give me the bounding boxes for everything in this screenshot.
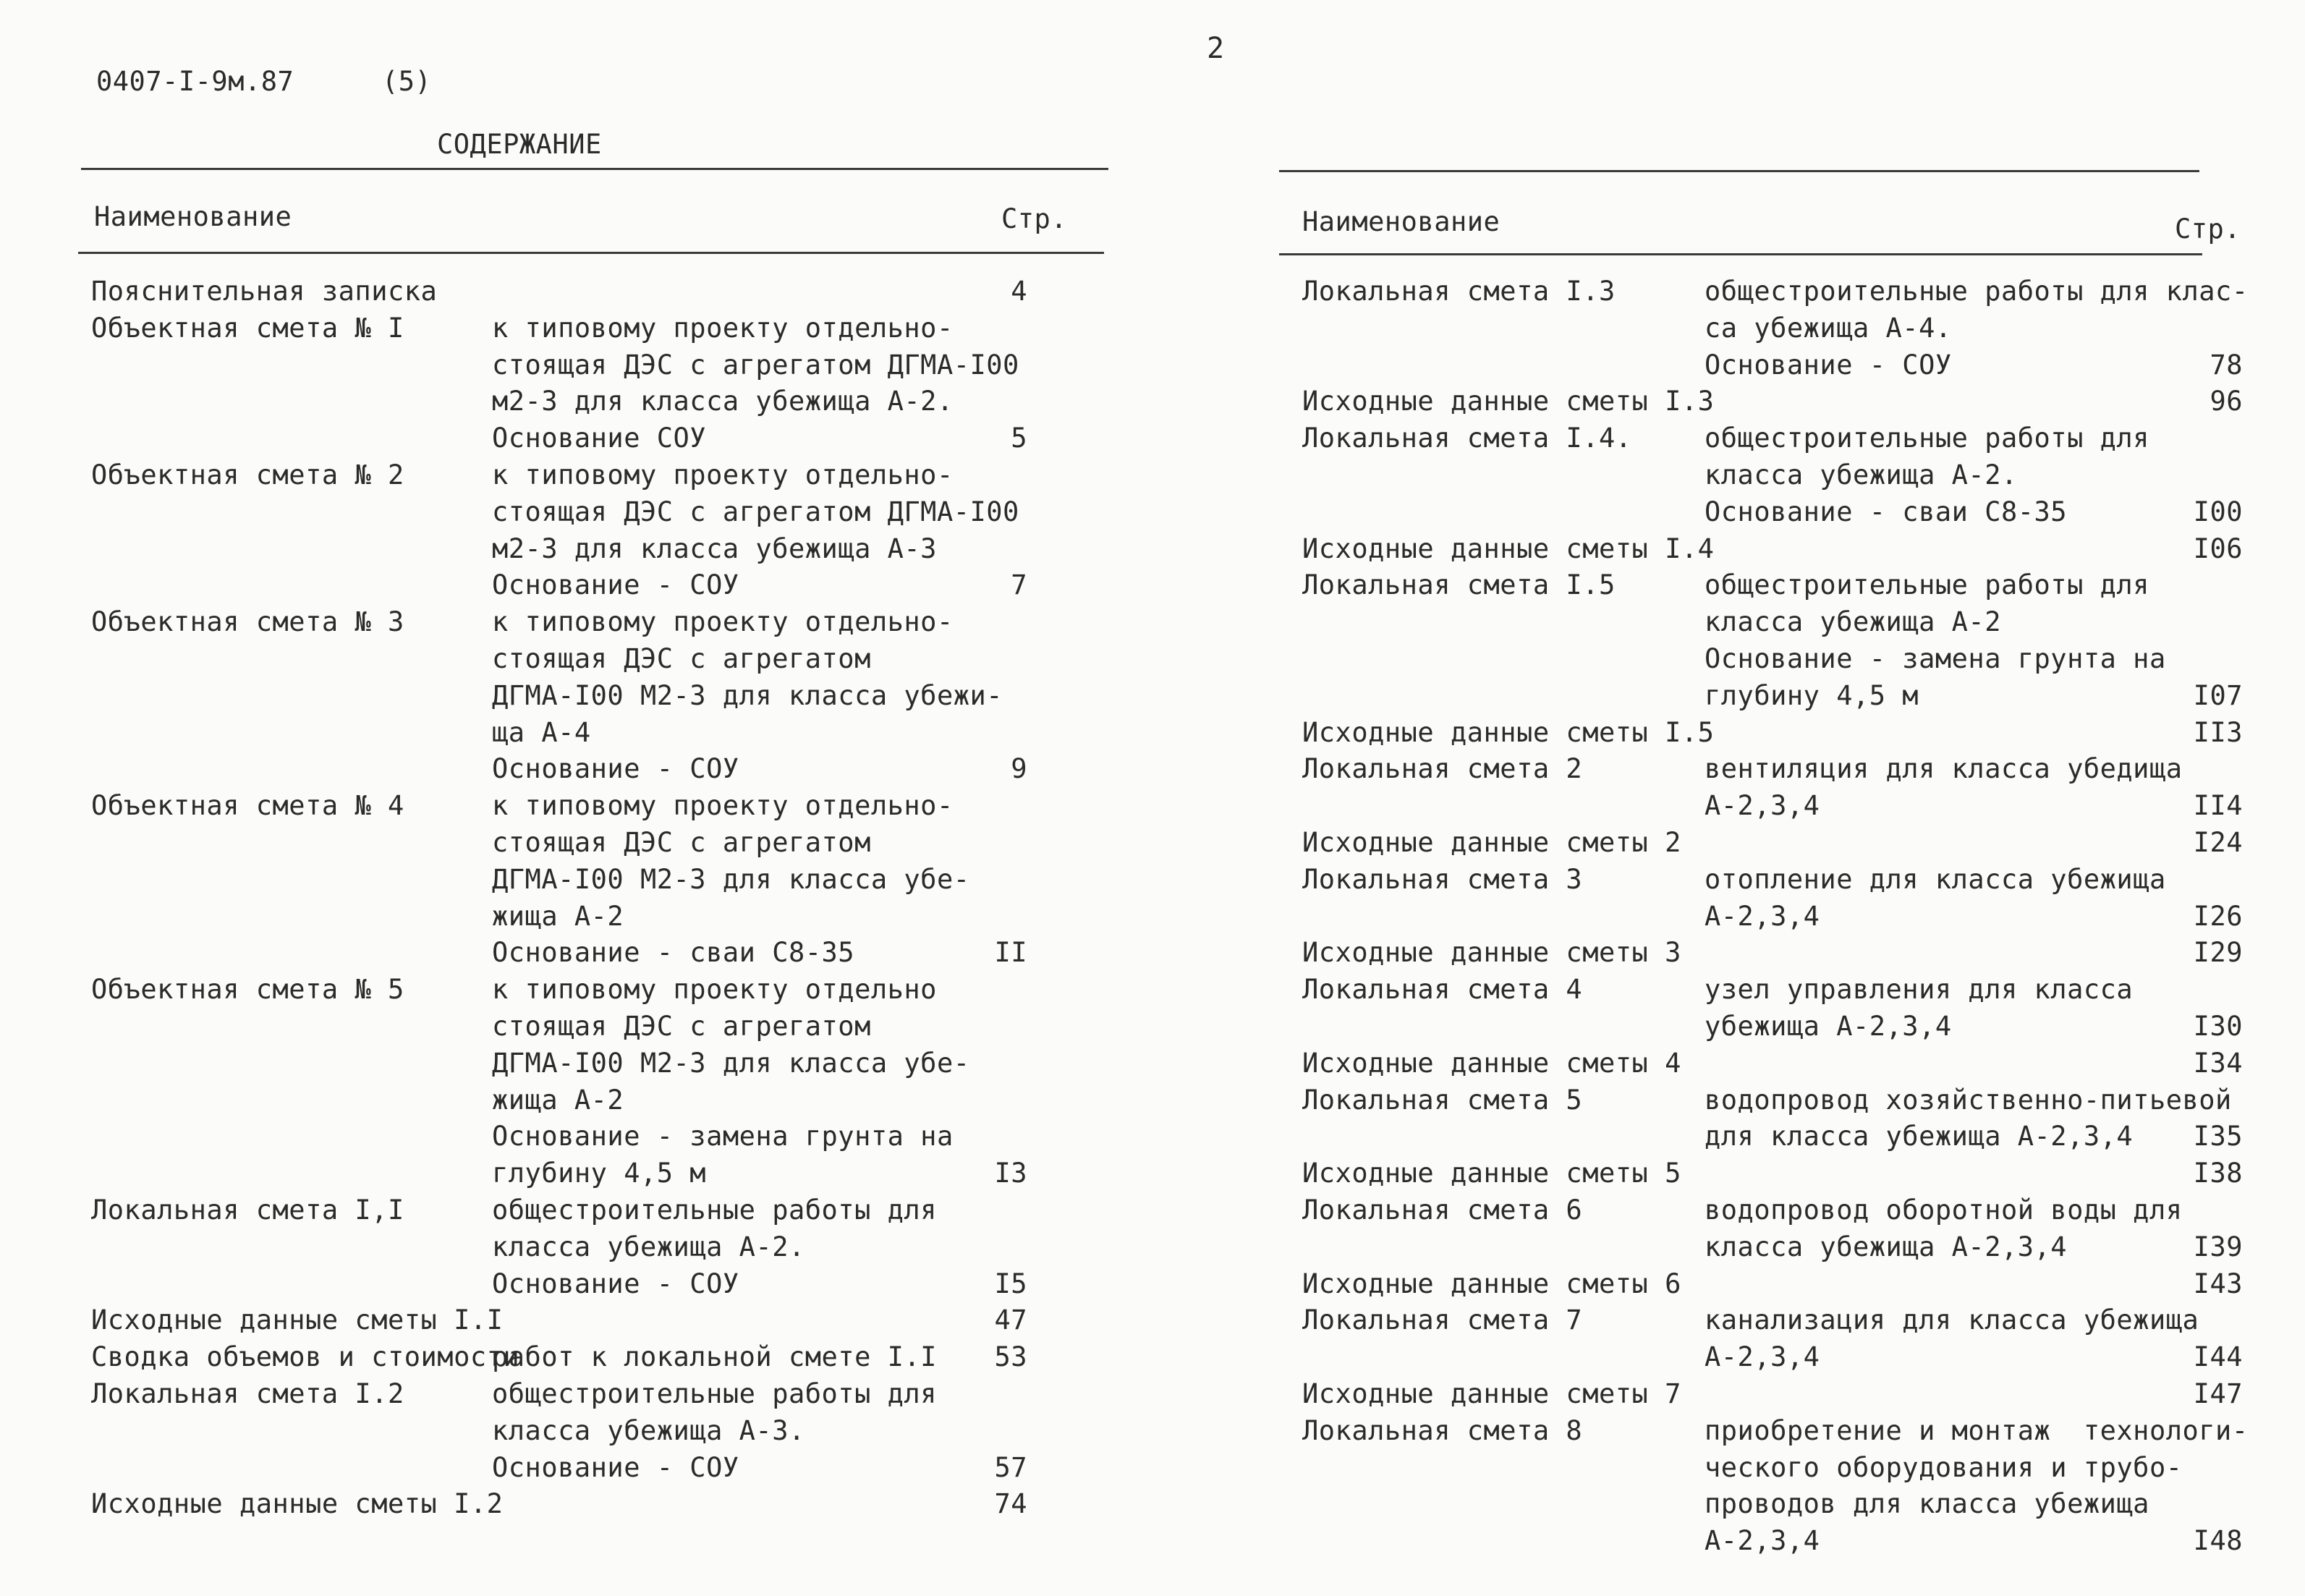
toc-entry-description-line: стоящая ДЭС с агрегатом <box>492 827 871 858</box>
toc-entry-description-line: Основание - СОУ <box>492 1451 739 1483</box>
toc-entry-page: 4 <box>1011 276 1027 307</box>
toc-entry-page: I44 <box>2193 1341 2243 1373</box>
toc-entry-name: Локальная смета I.2 <box>91 1378 404 1409</box>
toc-entry-page: 5 <box>1011 423 1027 454</box>
toc-entry-page: I06 <box>2193 532 2243 564</box>
toc-entry-page: 47 <box>994 1304 1027 1336</box>
toc-entry-description-line: А-2,3,4 <box>1705 900 1820 932</box>
toc-entry-page: I5 <box>994 1268 1027 1299</box>
toc-entry-description-line: ДГМА-I00 М2-3 для класса убе- <box>492 1047 970 1079</box>
toc-entry-name: Исходные данные сметы 6 <box>1302 1268 1681 1299</box>
toc-entry-page: I38 <box>2193 1158 2243 1189</box>
toc-entry-name: Исходные данные сметы 2 <box>1302 827 1681 858</box>
toc-entry-page: 9 <box>1011 753 1027 785</box>
toc-entry-name: Локальная смета 3 <box>1302 863 1583 895</box>
toc-entry-description-line: к типовому проекту отдельно- <box>492 606 954 638</box>
toc-entry-name: Объектная смета № 3 <box>91 606 404 638</box>
toc-entry-page: 53 <box>994 1341 1027 1373</box>
toc-entry-page: I30 <box>2193 1011 2243 1042</box>
toc-entry-description-line: Основание - замена грунта на <box>492 1121 954 1153</box>
toc-entry-page: II <box>994 937 1027 969</box>
right-header-rule <box>1279 253 2202 255</box>
toc-entry-page: 57 <box>994 1451 1027 1483</box>
toc-entry-page: I39 <box>2193 1231 2243 1262</box>
toc-entry-page: II4 <box>2193 790 2243 822</box>
toc-entry-description-line: класса убежища А-2 <box>1705 606 2001 638</box>
toc-entry-description-line: убежища А-2,3,4 <box>1705 1011 1952 1042</box>
toc-entry-page: I26 <box>2193 900 2243 932</box>
sheet-number: (5) <box>382 66 432 97</box>
toc-entry-name: Локальная смета I.3 <box>1302 276 1616 307</box>
page-number: 2 <box>1207 32 1225 65</box>
toc-entry-description-line: Основание - сваи С8-35 <box>492 937 855 969</box>
toc-entry-description-line: приобретение и монтаж технологи- <box>1705 1414 2249 1446</box>
toc-entry-description-line: общестроительные работы для <box>492 1378 937 1409</box>
toc-entry-name: Локальная смета I.4. <box>1302 423 1632 454</box>
right-column-name-heading: Наименование <box>1302 206 1500 237</box>
toc-entry-name: Объектная смета № I <box>91 312 404 344</box>
toc-entry-page: I29 <box>2193 937 2243 969</box>
toc-entry-name: Исходные данные сметы I.2 <box>91 1488 504 1520</box>
toc-entry-page: I24 <box>2193 827 2243 858</box>
toc-entry-description-line: Основание - замена грунта на <box>1705 643 2166 674</box>
toc-entry-description-line: класса убежища А-2,3,4 <box>1705 1231 2068 1262</box>
left-header-rule <box>78 252 1104 254</box>
toc-entry-page: I07 <box>2193 679 2243 711</box>
toc-entry-description-line: стоящая ДЭС с агрегатом <box>492 1011 871 1042</box>
toc-entry-description-line: ща А-4 <box>492 716 591 748</box>
toc-entry-description-line: стоящая ДЭС с агрегатом ДГМА-I00 <box>492 349 1019 381</box>
toc-entry-description-line: глубину 4,5 м <box>492 1158 707 1189</box>
toc-entry-description-line: к типовому проекту отдельно <box>492 974 937 1006</box>
toc-entry-description-line: А-2,3,4 <box>1705 1525 1820 1557</box>
toc-entry-description-line: водопровод хозяйственно-питьевой <box>1705 1084 2232 1116</box>
right-top-rule <box>1279 170 2199 172</box>
toc-entry-description-line: общестроительные работы для <box>492 1194 937 1226</box>
toc-entry-name: Сводка объемов и стоимости <box>91 1341 520 1373</box>
toc-entry-name: Локальная смета I,I <box>91 1194 404 1226</box>
toc-entry-description-line: А-2,3,4 <box>1705 1341 1820 1373</box>
toc-entry-description-line: к типовому проекту отдельно- <box>492 459 954 491</box>
left-column-name-heading: Наименование <box>94 201 292 232</box>
toc-entry-page: II3 <box>2193 716 2243 748</box>
toc-entry-description-line: глубину 4,5 м <box>1705 679 1919 711</box>
left-column-page-heading: Стр. <box>1001 203 1068 234</box>
toc-entry-name: Локальная смета 7 <box>1302 1304 1583 1336</box>
toc-entry-name: Пояснительная записка <box>91 276 438 307</box>
toc-entry-description-line: к типовому проекту отдельно- <box>492 312 954 344</box>
toc-entry-name: Исходные данные сметы 7 <box>1302 1378 1681 1409</box>
toc-entry-name: Исходные данные сметы I.3 <box>1302 386 1715 417</box>
toc-entry-description-line: ДГМА-I00 М2-3 для класса убе- <box>492 863 970 895</box>
toc-entry-description-line: работ к локальной смете I.I <box>492 1341 937 1373</box>
toc-entry-description-line: м2-3 для класса убежища А-2. <box>492 386 954 417</box>
toc-entry-name: Исходные данные сметы I.5 <box>1302 716 1715 748</box>
toc-entry-description-line: класса убежища А-2. <box>492 1231 805 1262</box>
toc-entry-description-line: Основание - СОУ <box>492 569 739 601</box>
toc-entry-page: I47 <box>2193 1378 2243 1409</box>
toc-entry-description-line: жища А-2 <box>492 900 624 932</box>
toc-entry-page: I43 <box>2193 1268 2243 1299</box>
toc-entry-name: Объектная смета № 4 <box>91 790 404 822</box>
toc-entry-page: I3 <box>994 1158 1027 1189</box>
toc-entry-name: Исходные данные сметы I.4 <box>1302 532 1715 564</box>
toc-entry-name: Локальная смета I.5 <box>1302 569 1616 601</box>
toc-entry-description-line: стоящая ДЭС с агрегатом ДГМА-I00 <box>492 496 1019 527</box>
toc-entry-description-line: проводов для класса убежища <box>1705 1488 2149 1520</box>
toc-entry-name: Исходные данные сметы 5 <box>1302 1158 1681 1189</box>
toc-entry-description-line: общестроительные работы для клас- <box>1705 276 2249 307</box>
toc-entry-description-line: стоящая ДЭС с агрегатом <box>492 643 871 674</box>
toc-entry-description-line: Основание - СОУ <box>1705 349 1952 381</box>
toc-entry-page: 74 <box>994 1488 1027 1520</box>
toc-entry-page: 78 <box>2210 349 2243 381</box>
document-code: 0407-I-9м.87 <box>96 66 294 97</box>
toc-entry-description-line: м2-3 для класса убежища А-3 <box>492 532 937 564</box>
toc-entry-name: Объектная смета № 5 <box>91 974 404 1006</box>
toc-entry-page: I48 <box>2193 1525 2243 1557</box>
toc-entry-description-line: узел управления для класса <box>1705 974 2134 1006</box>
toc-entry-page: 7 <box>1011 569 1027 601</box>
toc-entry-description-line: Основание - СОУ <box>492 1268 739 1299</box>
toc-entry-description-line: канализация для класса убежища <box>1705 1304 2199 1336</box>
toc-entry-description-line: общестроительные работы для <box>1705 569 2149 601</box>
toc-entry-description-line: са убежища А-4. <box>1705 312 1952 344</box>
toc-entry-page: 96 <box>2210 386 2243 417</box>
toc-entry-name: Локальная смета 2 <box>1302 753 1583 785</box>
toc-entry-description-line: вентиляция для класса убедища <box>1705 753 2183 785</box>
toc-entry-description-line: Основание - СОУ <box>492 753 739 785</box>
left-top-rule <box>81 168 1108 170</box>
toc-entry-name: Локальная смета 8 <box>1302 1414 1583 1446</box>
toc-entry-page: I34 <box>2193 1047 2243 1079</box>
toc-entry-description-line: водопровод оборотной воды для <box>1705 1194 2183 1226</box>
toc-entry-description-line: класса убежища А-2. <box>1705 459 2018 491</box>
toc-entry-name: Локальная смета 5 <box>1302 1084 1583 1116</box>
toc-entry-page: I35 <box>2193 1121 2243 1153</box>
toc-entry-description-line: общестроительные работы для <box>1705 423 2149 454</box>
toc-entry-name: Исходные данные сметы 3 <box>1302 937 1681 969</box>
toc-entry-description-line: класса убежища А-3. <box>492 1414 805 1446</box>
toc-entry-description-line: Основание - сваи С8-35 <box>1705 496 2068 527</box>
toc-entry-description-line: жища А-2 <box>492 1084 624 1116</box>
toc-entry-description-line: к типовому проекту отдельно- <box>492 790 954 822</box>
toc-entry-page: I00 <box>2193 496 2243 527</box>
toc-entry-description-line: отопление для класса убежища <box>1705 863 2166 895</box>
toc-entry-description-line: для класса убежища А-2,3,4 <box>1705 1121 2134 1153</box>
toc-entry-name: Исходные данные сметы 4 <box>1302 1047 1681 1079</box>
toc-entry-name: Исходные данные сметы I.I <box>91 1304 504 1336</box>
toc-entry-description-line: ДГМА-I00 М2-3 для класса убежи- <box>492 679 1003 711</box>
right-column-page-heading: Стр. <box>2175 213 2241 245</box>
toc-entry-name: Объектная смета № 2 <box>91 459 404 491</box>
toc-entry-description-line: ческого оборудования и трубо- <box>1705 1451 2183 1483</box>
toc-entry-description-line: А-2,3,4 <box>1705 790 1820 822</box>
toc-entry-name: Локальная смета 6 <box>1302 1194 1583 1226</box>
toc-entry-description-line: Основание СОУ <box>492 423 707 454</box>
toc-entry-name: Локальная смета 4 <box>1302 974 1583 1006</box>
contents-title: СОДЕРЖАНИЕ <box>437 129 602 160</box>
